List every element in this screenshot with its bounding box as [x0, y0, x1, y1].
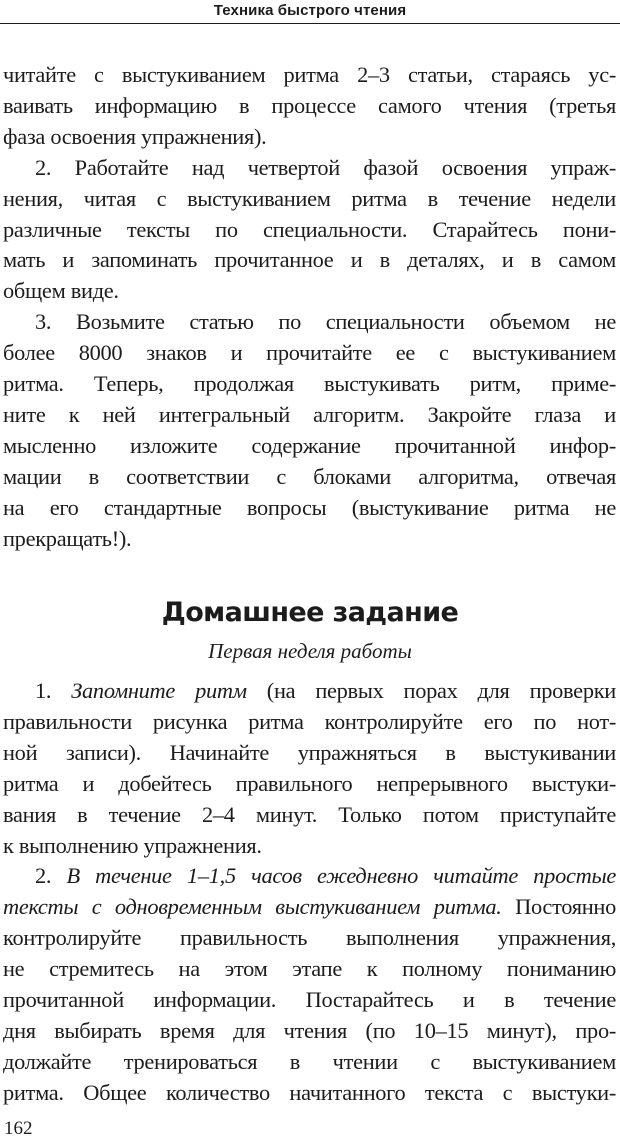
text-line: ните к ней интегральный алгоритм. Закройте глаза и	[3, 401, 616, 427]
text-run: Постоянно	[501, 894, 616, 920]
text-line: вания в течение 2–4 минут. Только потом приступайте	[3, 801, 616, 827]
emphasis: тексты с одновременным выстукиванием ритма.	[3, 894, 502, 920]
item-number: 1.	[35, 678, 72, 703]
text-line: нения, читая с выстукиванием ритма в течение недели	[3, 185, 616, 211]
text-line: контролируйте правильность выполнения упражнения,	[3, 925, 616, 951]
text-line: более 8000 знаков и прочитайте ее с выстукиванием	[3, 340, 616, 366]
text-line: к выполнению упражнения.	[3, 832, 262, 858]
text-line: ритма и добейтесь правильного непрерывного выстуки-	[3, 770, 616, 796]
text-line: различные тексты по специальности. Старайтесь пони-	[3, 216, 616, 242]
text-block-exercises	[3, 60, 616, 555]
text-line: 2. Работайте над четвертой фазой освоения упраж-	[35, 154, 616, 180]
text-line: правильности рисунка ритма контролируйте его по нот-	[3, 708, 616, 734]
text-line: ритма. Теперь, продолжая выстукивать ритм, приме-	[3, 371, 616, 397]
running-head: Техника быстрого чтения	[213, 2, 407, 19]
text-line: фаза освоения упражнения).	[3, 123, 267, 149]
text-line: ной записи). Начинайте упражняться в выстукивании	[3, 739, 616, 765]
page-number: 162	[4, 1118, 33, 1139]
text-line: 3. Возьмите статью по специальности объемом не	[35, 309, 616, 335]
text-run: (на первых порах для проверки	[246, 678, 616, 703]
text-line: прочитанной информации. Постарайтесь и в течение	[3, 987, 616, 1013]
text-line	[3, 892, 616, 923]
text-line	[3, 676, 616, 707]
text-line: не стремитесь на этом этапе к полному пониманию	[3, 956, 616, 982]
text-line: мать и запоминать прочитанное и в деталях, и в самом	[3, 247, 616, 273]
header-rule	[0, 23, 620, 24]
item-number: 2.	[35, 863, 67, 889]
text-line: должайте тренироваться в чтении с выстукиванием	[3, 1048, 616, 1074]
text-line: ваивать информацию в процессе самого чтения (третья	[3, 92, 616, 118]
section-title: Домашнее задание	[161, 597, 459, 628]
text-line: мации в соответствии с блоками алгоритма, отвечая	[3, 463, 616, 489]
text-line: ритма. Общее количество начитанного текста с выстуки-	[3, 1079, 616, 1105]
text-line: на его стандартные вопросы (выстукивание ритма не	[3, 494, 616, 520]
text-line: прекращать!).	[3, 525, 132, 551]
text-line: общем виде.	[3, 278, 119, 304]
emphasis: В течение 1–1,5 часов ежедневно читайте простые	[66, 863, 616, 889]
section-subtitle: Первая неделя работы	[208, 639, 412, 663]
text-line: дня выбирать время для чтения (по 10–15 минут), про-	[3, 1017, 616, 1043]
text-line: мысленно изложите содержание прочитанной инфор-	[3, 432, 616, 458]
text-line	[3, 861, 616, 892]
emphasis: Запомните ритм	[71, 678, 247, 703]
text-block-homework	[3, 676, 616, 1109]
text-line: читайте с выстукиванием ритма 2–3 статьи, стараясь ус-	[3, 62, 616, 87]
